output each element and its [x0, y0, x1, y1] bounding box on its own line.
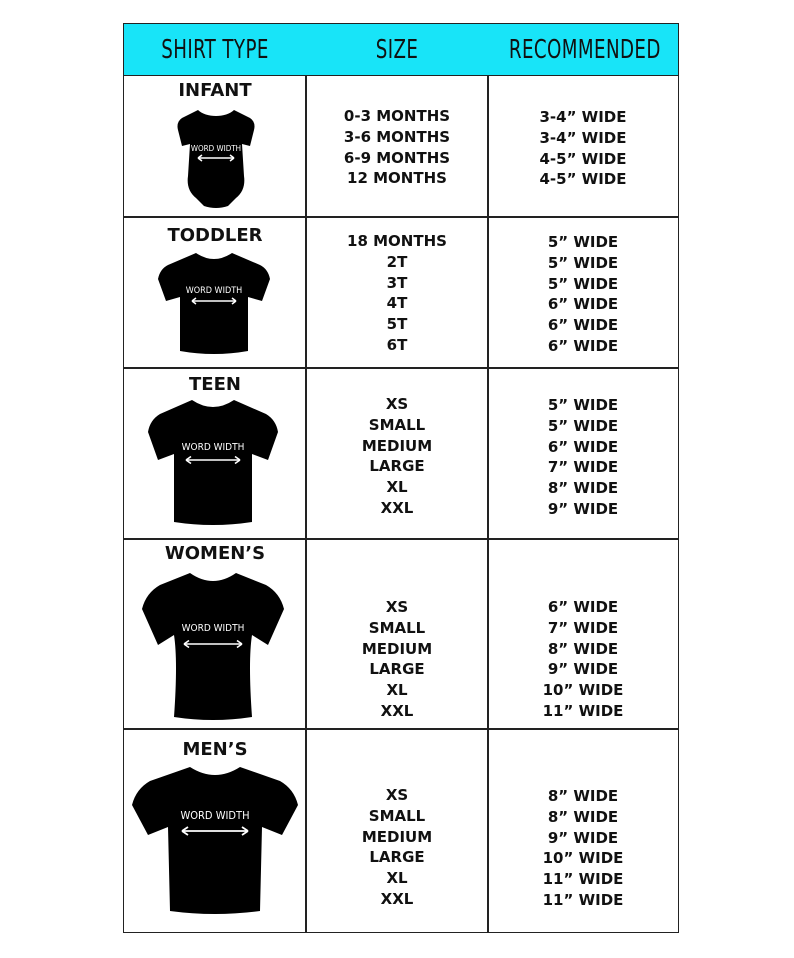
- size-value: LARGE: [369, 660, 425, 679]
- width-value: 8” WIDE: [547, 479, 619, 498]
- size-value: XS: [385, 786, 409, 804]
- shirt-type-label: TEEN: [189, 374, 241, 395]
- size-value: SMALL: [368, 415, 426, 434]
- tshirt-icon: [140, 571, 286, 723]
- width-value: 4-5” WIDE: [539, 170, 627, 189]
- size-value: SMALL: [368, 618, 426, 637]
- width-value: 5” WIDE: [547, 274, 619, 293]
- width-value: 11” WIDE: [542, 890, 624, 909]
- size-value: 12 MONTHS: [347, 169, 447, 188]
- width-value: 8” WIDE: [547, 807, 619, 826]
- size-value: LARGE: [369, 848, 425, 867]
- width-list: [492, 395, 674, 520]
- size-value: 4T: [386, 294, 408, 313]
- size-value: XL: [386, 869, 408, 888]
- size-value: 3-6 MONTHS: [343, 127, 451, 146]
- width-value: 9” WIDE: [547, 828, 619, 847]
- width-value: 6” WIDE: [547, 437, 619, 456]
- width-value: 4-5” WIDE: [539, 149, 627, 168]
- table-row: [124, 539, 678, 728]
- header-shirt-type: SHIRT TYPE: [161, 35, 269, 65]
- size-value: XXL: [380, 498, 414, 517]
- size-value: SMALL: [368, 806, 426, 825]
- size-chart-table: [123, 23, 679, 933]
- tshirt-icon: [156, 251, 272, 357]
- size-value: 5T: [386, 315, 408, 334]
- word-width-text: WORD WIDTH: [190, 144, 242, 153]
- size-value: 3T: [386, 273, 408, 292]
- tshirt-icon: [146, 398, 280, 528]
- size-value: XXL: [380, 889, 414, 908]
- word-width-text: WORD WIDTH: [181, 623, 245, 634]
- size-value: XL: [386, 478, 408, 497]
- table-row: [124, 368, 678, 538]
- size-value: 6T: [386, 335, 408, 354]
- table-row: [124, 76, 678, 216]
- width-list: [492, 232, 674, 357]
- width-list: [492, 786, 674, 911]
- size-list: [306, 785, 488, 910]
- size-list: [306, 231, 488, 356]
- size-value: XXL: [380, 701, 414, 720]
- width-value: 9” WIDE: [547, 499, 619, 518]
- width-value: 8” WIDE: [547, 787, 619, 805]
- size-value: 2T: [386, 252, 408, 271]
- shirt-type-label: INFANT: [178, 80, 252, 101]
- width-value: 3-4” WIDE: [539, 128, 627, 147]
- width-value: 5” WIDE: [547, 416, 619, 435]
- width-value: 11” WIDE: [542, 701, 624, 720]
- width-value: 9” WIDE: [547, 660, 619, 679]
- width-value: 3-4” WIDE: [539, 108, 627, 126]
- word-width-text: WORD WIDTH: [180, 809, 250, 822]
- size-list: [306, 597, 488, 722]
- width-value: 6” WIDE: [547, 598, 619, 616]
- size-value: MEDIUM: [361, 639, 433, 658]
- width-value: 5” WIDE: [547, 233, 619, 251]
- size-value: 18 MONTHS: [347, 232, 447, 250]
- size-value: LARGE: [369, 457, 425, 476]
- width-value: 10” WIDE: [542, 849, 624, 868]
- size-list: [306, 106, 488, 189]
- width-value: 6” WIDE: [547, 316, 619, 335]
- size-value: XS: [385, 395, 409, 413]
- width-value: 5” WIDE: [547, 396, 619, 414]
- size-value: 0-3 MONTHS: [343, 107, 451, 125]
- width-value: 10” WIDE: [542, 681, 624, 700]
- width-list: [492, 107, 674, 190]
- table-header: [124, 24, 678, 76]
- size-value: XS: [385, 598, 409, 616]
- size-value: MEDIUM: [361, 436, 433, 455]
- header-size: SIZE: [375, 35, 419, 65]
- width-value: 7” WIDE: [547, 458, 619, 477]
- width-value: 6” WIDE: [547, 295, 619, 314]
- table-row: [124, 217, 678, 367]
- width-value: 6” WIDE: [547, 336, 619, 355]
- width-value: 5” WIDE: [547, 253, 619, 272]
- width-list: [492, 597, 674, 722]
- shirt-type-label: WOMEN’S: [164, 543, 266, 564]
- word-width-text: WORD WIDTH: [181, 442, 245, 453]
- width-value: 8” WIDE: [547, 639, 619, 658]
- size-value: XL: [386, 681, 408, 700]
- shirt-type-label: TODDLER: [167, 225, 263, 246]
- table-row: [124, 729, 678, 932]
- word-width-text: WORD WIDTH: [185, 286, 243, 296]
- width-value: 11” WIDE: [542, 870, 624, 889]
- header-recommended: RECOMMENDED: [508, 35, 661, 65]
- width-value: 7” WIDE: [547, 618, 619, 637]
- size-list: [306, 394, 488, 519]
- onesie-icon: [176, 106, 256, 210]
- shirt-type-label: MEN’S: [182, 739, 248, 760]
- size-value: MEDIUM: [361, 827, 433, 846]
- tshirt-icon: [130, 765, 300, 917]
- size-value: 6-9 MONTHS: [343, 148, 451, 167]
